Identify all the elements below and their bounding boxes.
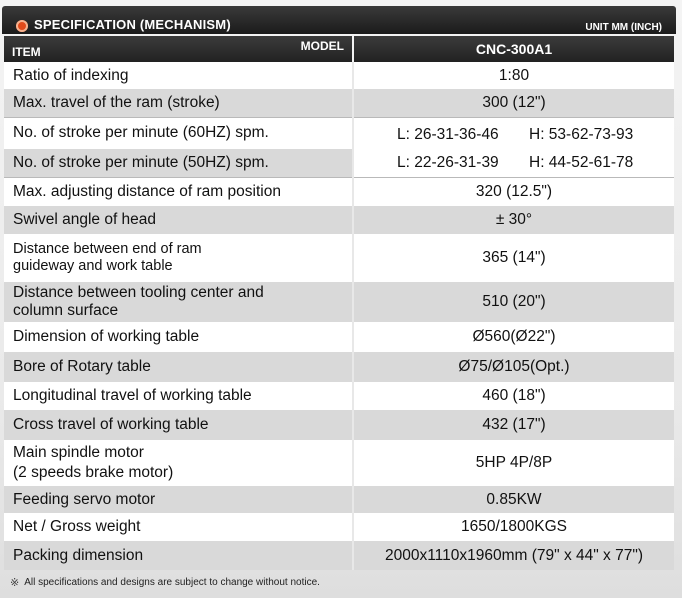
table-row [4,410,674,440]
table-row [4,440,674,486]
row-value: Ø560(Ø22") [354,322,674,352]
footnote [10,576,320,589]
row-label-line: Distance between end of ram [13,241,202,257]
row-label: Max. travel of the ram (stroke) [4,89,357,117]
spm-50hz-values [354,149,674,177]
page-title: SPECIFICATION (MECHANISM) [34,17,231,32]
row-label: Net / Gross weight [4,513,357,541]
row-value: 320 (12.5") [354,178,674,206]
model-header: MODEL [300,39,344,53]
row-divider [4,117,674,118]
table-row [4,89,674,117]
spm-low-value: L: 26-31-36-46 [397,126,499,143]
row-label [4,440,357,486]
unit-label: UNIT MM (INCH) [585,22,662,33]
row-label: Swivel angle of head [4,206,357,234]
row-label: Feeding servo motor [4,486,357,513]
row-value: 432 (17") [354,410,674,440]
table-row [4,62,674,89]
row-value: Ø75/Ø105(Opt.) [354,352,674,382]
row-value: 460 (18") [354,382,674,410]
row-label [4,234,357,282]
row-value: 1:80 [354,62,674,89]
row-value: 510 (20") [354,282,674,322]
row-label: Cross travel of working table [4,410,357,440]
column-header-item [4,36,352,62]
row-label-line: Main spindle motor [13,444,144,461]
row-value: 2000x1110x1960mm (79" x 44" x 77") [354,541,674,570]
table-row [4,382,674,410]
table-row [4,513,674,541]
row-value: 1650/1800KGS [354,513,674,541]
spm-high-value: H: 53-62-73-93 [529,126,634,143]
row-label: Dimension of working table [4,322,357,352]
row-label: Longitudinal travel of working table [4,382,357,410]
table-row [4,486,674,513]
row-label [4,282,357,322]
row-value: ± 30° [354,206,674,234]
row-label-line: Distance between tooling center and [13,284,264,301]
row-value: 300 (12") [354,89,674,117]
row-label: Max. adjusting distance of ram position [4,178,357,206]
row-label: Bore of Rotary table [4,352,357,382]
row-value: 0.85KW [354,486,674,513]
table-row [4,234,674,282]
table-row [4,282,674,322]
row-divider [4,177,674,178]
spm-60hz-values [354,122,674,148]
table-row [4,322,674,352]
model-name: CNC-300A1 [475,41,553,57]
row-label-line: guideway and work table [13,258,173,274]
row-value: 5HP 4P/8P [354,440,674,486]
spm-low-value: L: 22-26-31-39 [397,154,499,171]
table-row [4,206,674,234]
table-row [4,541,674,570]
row-label: No. of stroke per minute (60HZ) spm. [4,117,357,149]
bullet-icon [16,20,28,32]
spm-high-value: H: 44-52-61-78 [529,154,634,171]
item-header: ITEM [12,45,41,59]
row-label-line: column surface [13,302,119,319]
row-label: No. of stroke per minute (50HZ) spm. [4,149,357,177]
row-label: Ratio of indexing [4,62,357,89]
table-row [4,352,674,382]
footnote-text: All specifications and designs are subject to change without notice. [24,577,320,588]
row-label: Packing dimension [4,541,357,570]
table-row [4,178,674,206]
column-header-model [354,36,674,62]
title-bar [2,6,676,34]
column-divider [352,62,354,570]
row-value: 365 (14") [354,234,674,282]
row-label-line: (2 speeds brake motor) [13,464,174,481]
reference-mark-icon: ※ [10,577,20,589]
